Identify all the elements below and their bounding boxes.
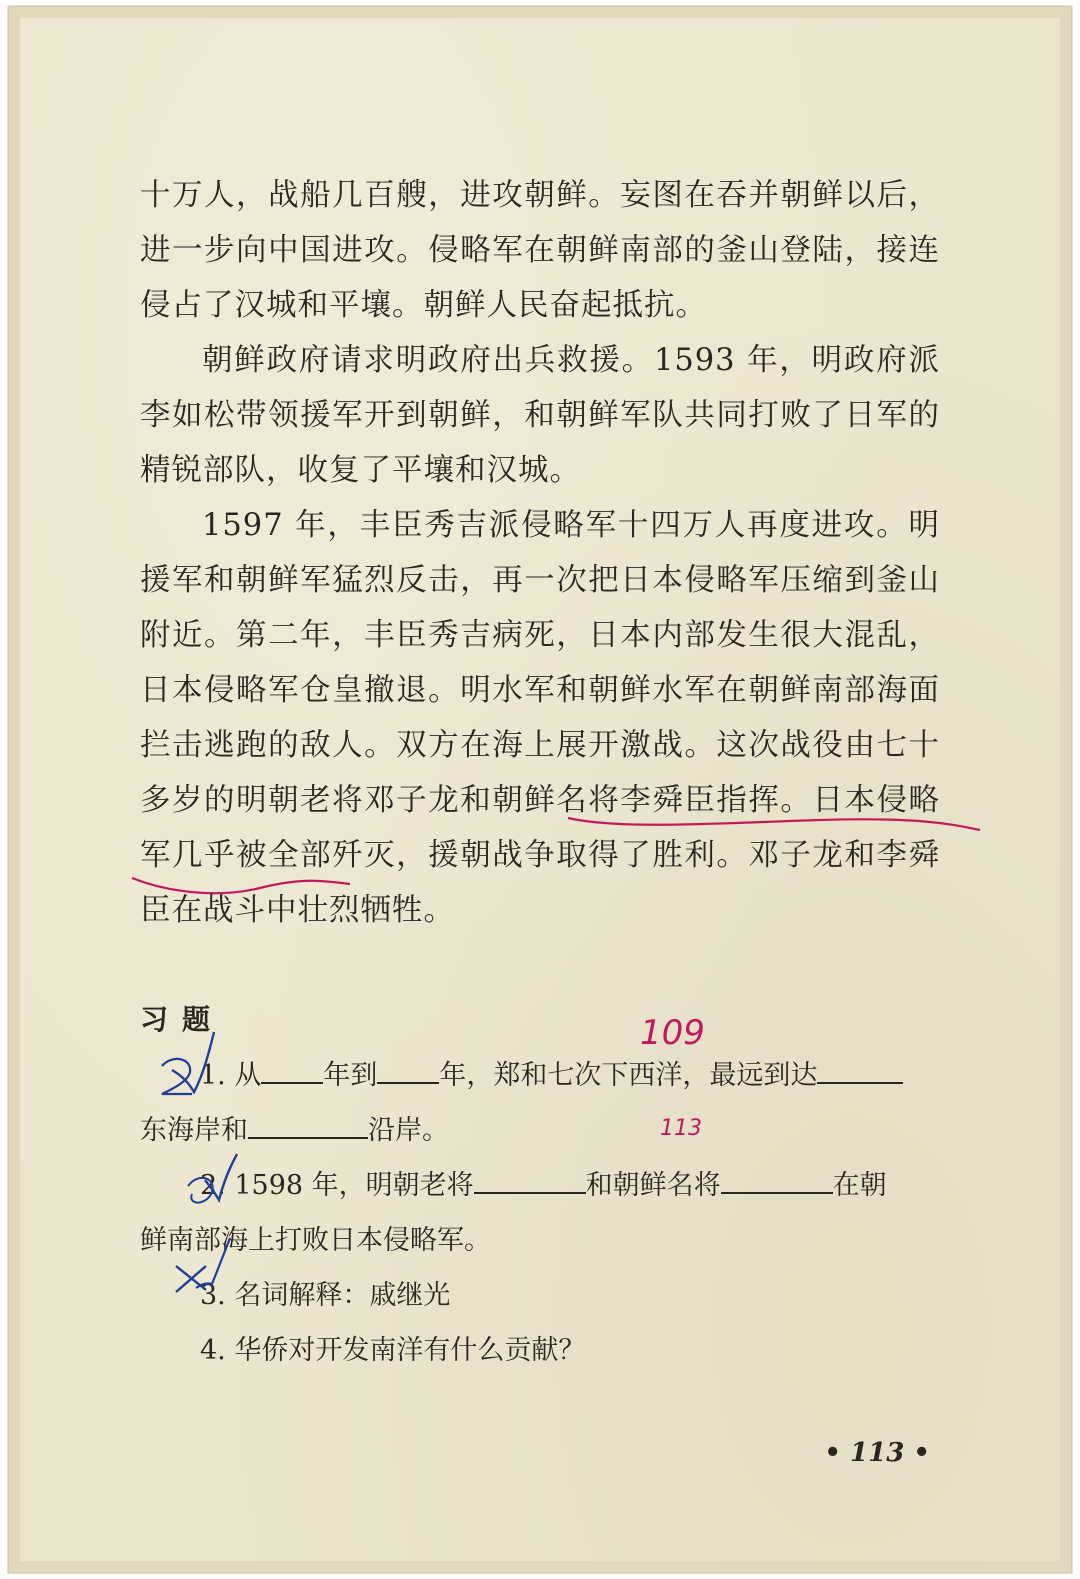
paragraph-2: 朝鲜政府请求明政府出兵救援。1593 年，明政府派李如松带领援军开到朝鲜，和朝鲜军队共同打败了日军的精锐部队，收复了平壤和汉城。 — [140, 343, 940, 488]
exercise-1-number: 1. — [200, 1060, 226, 1091]
exercise-1-text-c: 年，郑和七次下西洋，最远到达 — [439, 1060, 818, 1091]
exercise-1-text-e: 沿岸。 — [368, 1115, 449, 1146]
book-page — [20, 18, 1060, 1561]
paragraph-3-start: 1597 年，丰臣秀吉派侵略军十四万人再度进攻。明援军和朝鲜军猛烈反击，再一次把日本侵略军压缩到釜山附近。第二年，丰臣秀吉病死，日本内部发生很大混乱，日本侵略军仓皇撤退。明水军和朝鲜水军在朝鲜南部海面拦击逃跑的敌人。双方在海上展开激战。这次战役由七十多岁的 — [140, 508, 940, 818]
page-number: • 113 • — [824, 1438, 930, 1468]
blank-coast — [248, 1111, 368, 1139]
exercise-3 — [140, 1268, 950, 1323]
handwritten-note-109: 109 — [640, 1013, 705, 1053]
body-text — [140, 168, 940, 938]
exercise-2-text-a: 1598 年，明朝老将 — [234, 1170, 474, 1201]
exercise-2-text-c: 在朝 — [832, 1170, 887, 1201]
exercise-1-text-d: 东海岸和 — [140, 1115, 248, 1146]
exercise-3-number: 3. — [200, 1280, 226, 1311]
exercise-1-text-b: 年到 — [323, 1060, 378, 1091]
exercise-1-cont — [140, 1103, 950, 1158]
exercise-1 — [140, 1048, 950, 1103]
paragraph-1: 十万人，战船几百艘，进攻朝鲜。妄图在吞并朝鲜以后，进一步向中国进攻。侵略军在朝鲜南部的釜山登陆，接连侵占了汉城和平壤。朝鲜人民奋起抵抗。 — [140, 178, 940, 323]
exercise-2-text-b: 和朝鲜名将 — [585, 1170, 721, 1201]
exercises-heading: 习题 — [140, 1003, 225, 1036]
exercise-3-text: 名词解释：戚继光 — [234, 1280, 451, 1311]
underlined-phrase: 明朝老将邓子龙和朝鲜名将李舜臣指挥 — [236, 783, 781, 818]
blank-ming-general — [474, 1166, 586, 1194]
exercise-4 — [140, 1323, 950, 1378]
exercise-4-text: 华侨对开发南洋有什么贡献？ — [234, 1335, 586, 1366]
handwritten-note-113: 113 — [660, 1116, 702, 1141]
exercise-4-number: 4. — [200, 1335, 226, 1366]
exercise-list — [140, 1048, 950, 1378]
blank-end-year — [377, 1056, 439, 1084]
paragraph-3 — [140, 498, 940, 938]
exercise-2-number: 2. — [200, 1170, 226, 1201]
exercise-2-cont: 鲜南部海上打败日本侵略军。 — [140, 1225, 491, 1256]
blank-korean-general — [721, 1166, 833, 1194]
paragraph-3-end: 。日本侵略军几乎被全部歼灭，援朝战争取得了胜利。邓子龙和李舜臣在战斗中壮烈牺牲。 — [140, 783, 941, 928]
blank-start-year — [261, 1056, 323, 1084]
exercise-1-text-a: 从 — [234, 1060, 262, 1091]
blank-farthest-place — [817, 1056, 903, 1084]
exercise-2 — [140, 1158, 950, 1213]
